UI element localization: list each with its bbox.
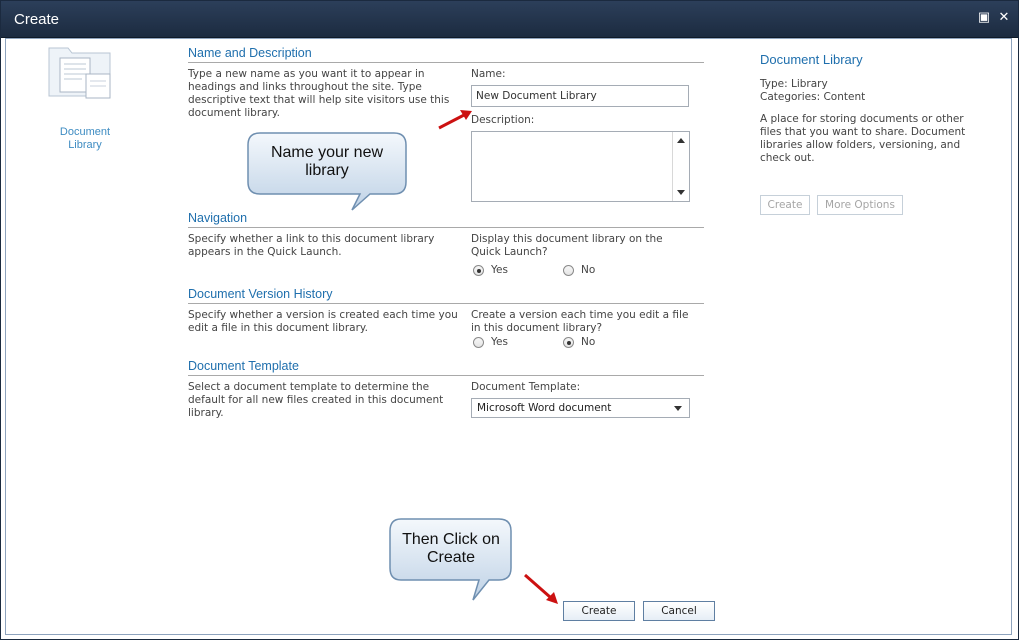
quick-launch-no-radio[interactable] — [563, 265, 574, 276]
quick-launch-yes-label: Yes — [491, 264, 508, 276]
section-divider — [188, 375, 704, 376]
document-template-selected: Microsoft Word document — [477, 402, 612, 414]
library-type-name-line1: Document — [59, 126, 111, 138]
callout-name-line2: library — [305, 162, 349, 179]
description-label: Description: — [471, 114, 535, 126]
scroll-down-icon[interactable] — [677, 190, 685, 195]
library-type-name — [40, 126, 130, 152]
callout-click-create — [387, 516, 515, 604]
more-options-button[interactable]: More Options — [817, 195, 903, 215]
dialog-title: Create — [14, 11, 60, 28]
library-info-description: A place for storing documents or other files that you want to share. Document libraries allow folders, versioning, and check out. — [760, 113, 966, 164]
close-icon[interactable]: ✕ — [998, 9, 1010, 24]
document-template-label: Document Template: — [471, 381, 581, 393]
quick-launch-question: Display this document library on the Quick Launch? — [471, 233, 663, 258]
versioning-yes-radio[interactable] — [473, 337, 484, 348]
library-info-title: Document Library — [760, 52, 863, 67]
versioning-yes-label: Yes — [491, 336, 508, 348]
section-divider — [188, 303, 704, 304]
section-divider — [188, 62, 704, 63]
chevron-down-icon[interactable] — [674, 406, 682, 411]
create-button[interactable]: Create — [563, 601, 635, 621]
section-divider — [188, 227, 704, 228]
versioning-no-label: No — [581, 336, 596, 348]
arrow-to-create-icon — [522, 572, 562, 606]
section-title-version-history: Document Version History — [188, 287, 333, 301]
maximize-icon[interactable]: ▣ — [977, 9, 991, 24]
name-description-help: Type a new name as you want it to appear in headings and links throughout the site. Type descriptive text that will help site visitors use this document library. — [188, 68, 450, 119]
quick-launch-no-label: No — [581, 264, 596, 276]
section-title-document-template: Document Template — [188, 359, 299, 373]
side-create-button[interactable]: Create — [760, 195, 810, 215]
name-label: Name: — [471, 68, 506, 80]
navigation-help: Specify whether a link to this document library appears in the Quick Launch. — [188, 233, 435, 258]
name-input[interactable] — [471, 85, 689, 107]
callout-create-line2: Create — [426, 549, 476, 566]
description-scrollbar[interactable] — [672, 132, 689, 201]
library-info-categories: Categories: Content — [760, 91, 866, 103]
library-info-type: Type: Library — [760, 78, 828, 90]
cancel-button[interactable]: Cancel — [643, 601, 715, 621]
section-title-navigation: Navigation — [188, 211, 248, 225]
document-library-icon — [48, 44, 114, 100]
document-template-select[interactable] — [471, 398, 690, 418]
versioning-question: Create a version each time you edit a file in this document library? — [471, 309, 689, 334]
section-title-name-description: Name and Description — [188, 46, 312, 60]
quick-launch-yes-radio[interactable] — [473, 265, 484, 276]
description-textarea[interactable] — [471, 131, 690, 202]
callout-create-line1: Then Click on — [402, 531, 500, 548]
library-type-name-line2: Library — [68, 139, 102, 151]
arrow-to-name-icon — [436, 108, 476, 132]
title-bar — [1, 1, 1018, 38]
callout-name-library — [244, 130, 410, 214]
versioning-no-radio[interactable] — [563, 337, 574, 348]
version-history-help: Specify whether a version is created each time you edit a file in this document library. — [188, 309, 458, 334]
document-template-help: Select a document template to determine the default for all new files created in this document library. — [188, 381, 444, 419]
callout-name-line1: Name your new — [270, 144, 384, 161]
scroll-up-icon[interactable] — [677, 138, 685, 143]
